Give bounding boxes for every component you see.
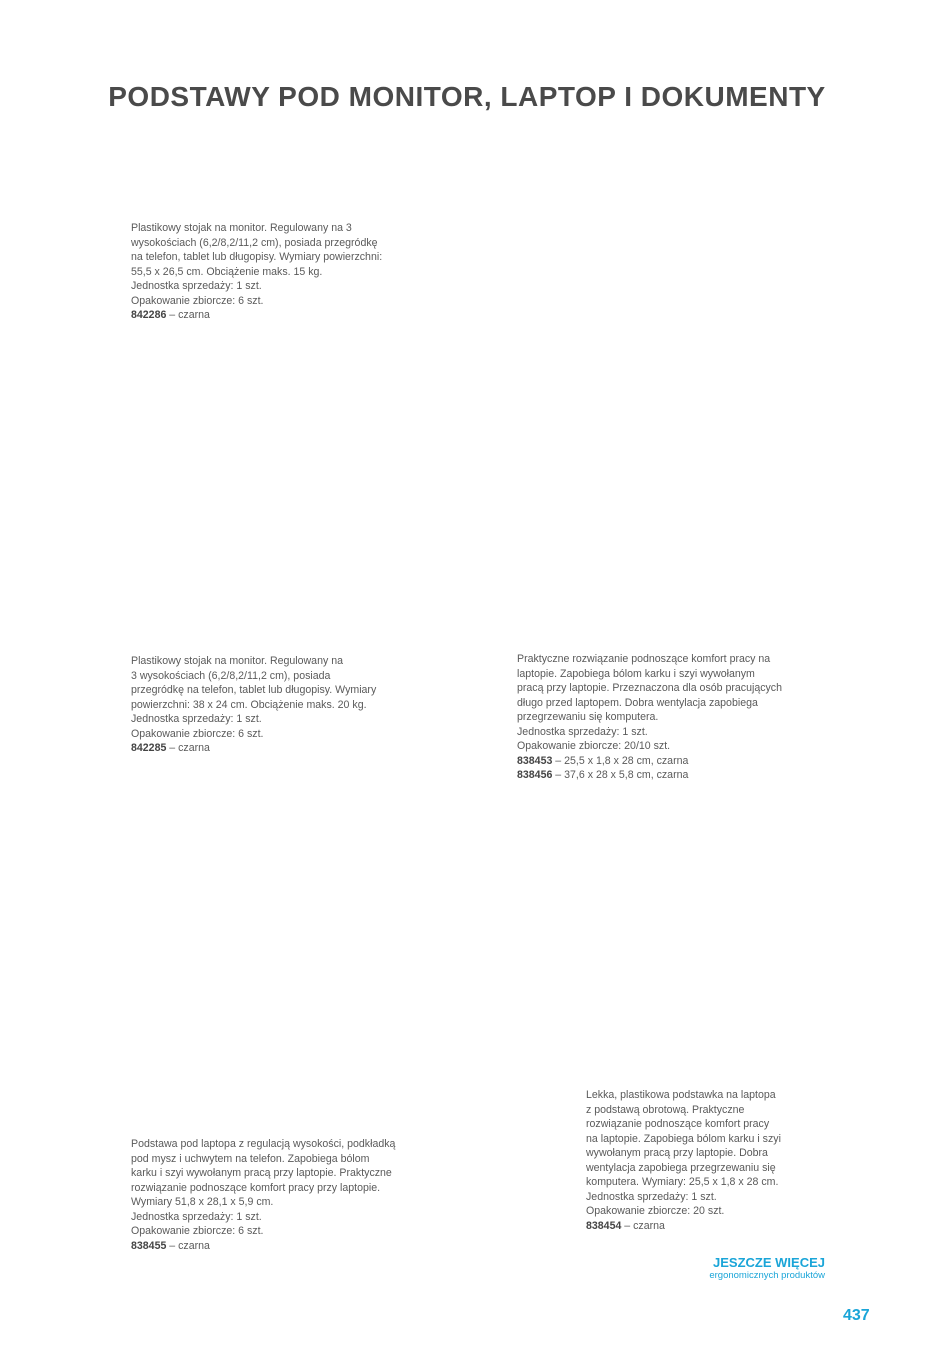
product-code-line bbox=[517, 768, 817, 783]
product-842285 bbox=[131, 654, 431, 756]
product-code: 838455 bbox=[131, 1239, 167, 1252]
product-code: 838454 bbox=[586, 1219, 622, 1232]
product-description bbox=[131, 1137, 431, 1210]
description-line: długo przed laptopem. Dobra wentylacja zapobiega bbox=[517, 696, 758, 709]
more-products-heading: JESZCZE WIĘCEJ bbox=[713, 1255, 825, 1270]
description-line: pracą przy laptopie. Przeznaczona dla osób pracujących bbox=[517, 682, 782, 694]
description-line: Praktyczne rozwiązanie podnoszące komfort pracy na bbox=[517, 653, 771, 665]
product-variant: – 25,5 x 1,8 x 28 cm, czarna bbox=[552, 754, 689, 767]
description-line: przegrzewaniu się komputera. bbox=[517, 711, 659, 723]
product-variant: – czarna bbox=[621, 1219, 665, 1232]
product-code-line bbox=[131, 308, 431, 323]
product-code: 838453 bbox=[517, 754, 553, 767]
product-variant: – czarna bbox=[166, 1239, 210, 1252]
product-description bbox=[586, 1088, 886, 1190]
product-description bbox=[517, 652, 817, 725]
description-line: Podstawa pod laptopa z regulacją wysokości, podkładką bbox=[131, 1138, 396, 1150]
description-line: wentylacja zapobiega przegrzewaniu się bbox=[586, 1161, 776, 1174]
product-variant: – czarna bbox=[166, 309, 210, 321]
description-line: z podstawą obrotową. Praktyczne bbox=[586, 1103, 745, 1116]
description-line: Plastikowy stojak na monitor. Regulowany na 3 bbox=[131, 222, 352, 234]
description-line: komputera. Wymiary: 25,5 x 1,8 x 28 cm. bbox=[586, 1176, 779, 1188]
sales-unit: Jednostka sprzedaży: 1 szt. bbox=[517, 725, 648, 738]
product-code-line bbox=[586, 1219, 886, 1234]
product-838454 bbox=[586, 1088, 886, 1233]
page-number: 437 bbox=[843, 1307, 870, 1324]
description-line: Wymiary 51,8 x 28,1 x 5,9 cm. bbox=[131, 1196, 274, 1208]
description-line: przegródkę na telefon, tablet lub długopisy. Wymiary bbox=[131, 684, 377, 696]
product-838453 bbox=[517, 652, 817, 783]
sales-unit: Jednostka sprzedaży: 1 szt. bbox=[131, 1210, 262, 1223]
sales-unit: Jednostka sprzedaży: 1 szt. bbox=[131, 280, 262, 292]
description-line: laptopie. Zapobiega bólom karku i szyi wywołanym bbox=[517, 667, 755, 680]
product-code-line bbox=[131, 741, 431, 756]
description-line: karku i szyi wywołanym pracą przy laptopie. Praktyczne bbox=[131, 1167, 392, 1179]
description-line: Lekka, plastikowa podstawka na laptopa bbox=[586, 1089, 776, 1101]
product-code: 842286 bbox=[131, 309, 167, 321]
sales-unit: Jednostka sprzedaży: 1 szt. bbox=[586, 1190, 717, 1203]
bulk-pack: Opakowanie zbiorcze: 20 szt. bbox=[586, 1205, 725, 1217]
bulk-pack: Opakowanie zbiorcze: 6 szt. bbox=[131, 294, 264, 307]
product-variant: – 37,6 x 28 x 5,8 cm, czarna bbox=[552, 769, 689, 781]
product-description bbox=[131, 221, 431, 279]
more-products-subtitle: ergonomicznych produktów bbox=[709, 1270, 825, 1281]
description-line: wysokościach (6,2/8,2/11,2 cm), posiada przegródkę bbox=[131, 236, 378, 249]
product-variant: – czarna bbox=[166, 742, 210, 754]
bulk-pack: Opakowanie zbiorcze: 20/10 szt. bbox=[517, 740, 671, 752]
more-products-link[interactable] bbox=[709, 1255, 825, 1281]
product-description bbox=[131, 654, 431, 712]
product-838455 bbox=[131, 1137, 431, 1253]
product-code-line bbox=[517, 754, 817, 769]
description-line: na telefon, tablet lub długopisy. Wymiary powierzchni: bbox=[131, 251, 383, 263]
bulk-pack: Opakowanie zbiorcze: 6 szt. bbox=[131, 727, 264, 740]
bulk-pack: Opakowanie zbiorcze: 6 szt. bbox=[131, 1225, 264, 1237]
sales-unit: Jednostka sprzedaży: 1 szt. bbox=[131, 713, 262, 725]
description-line: Plastikowy stojak na monitor. Regulowany na bbox=[131, 655, 343, 667]
description-line: 3 wysokościach (6,2/8,2/11,2 cm), posiada bbox=[131, 669, 331, 682]
description-line: na laptopie. Zapobiega bólom karku i szyi bbox=[586, 1132, 781, 1145]
description-line: pod mysz i uchwytem na telefon. Zapobiega bólom bbox=[131, 1152, 370, 1165]
product-code: 842285 bbox=[131, 742, 167, 754]
description-line: wywołanym pracą przy laptopie. Dobra bbox=[586, 1147, 768, 1159]
page-title: PODSTAWY POD MONITOR, LAPTOP I DOKUMENTY bbox=[108, 80, 826, 112]
description-line: powierzchni: 38 x 24 cm. Obciążenie maks. 20 kg. bbox=[131, 698, 367, 711]
description-line: rozwiązanie podnoszące komfort pracy bbox=[586, 1118, 770, 1130]
product-842286 bbox=[131, 221, 431, 323]
description-line: 55,5 x 26,5 cm. Obciążenie maks. 15 kg. bbox=[131, 265, 323, 278]
product-code: 838456 bbox=[517, 769, 553, 781]
product-code-line bbox=[131, 1239, 431, 1254]
description-line: rozwiązanie podnoszące komfort pracy przy laptopie. bbox=[131, 1181, 381, 1194]
